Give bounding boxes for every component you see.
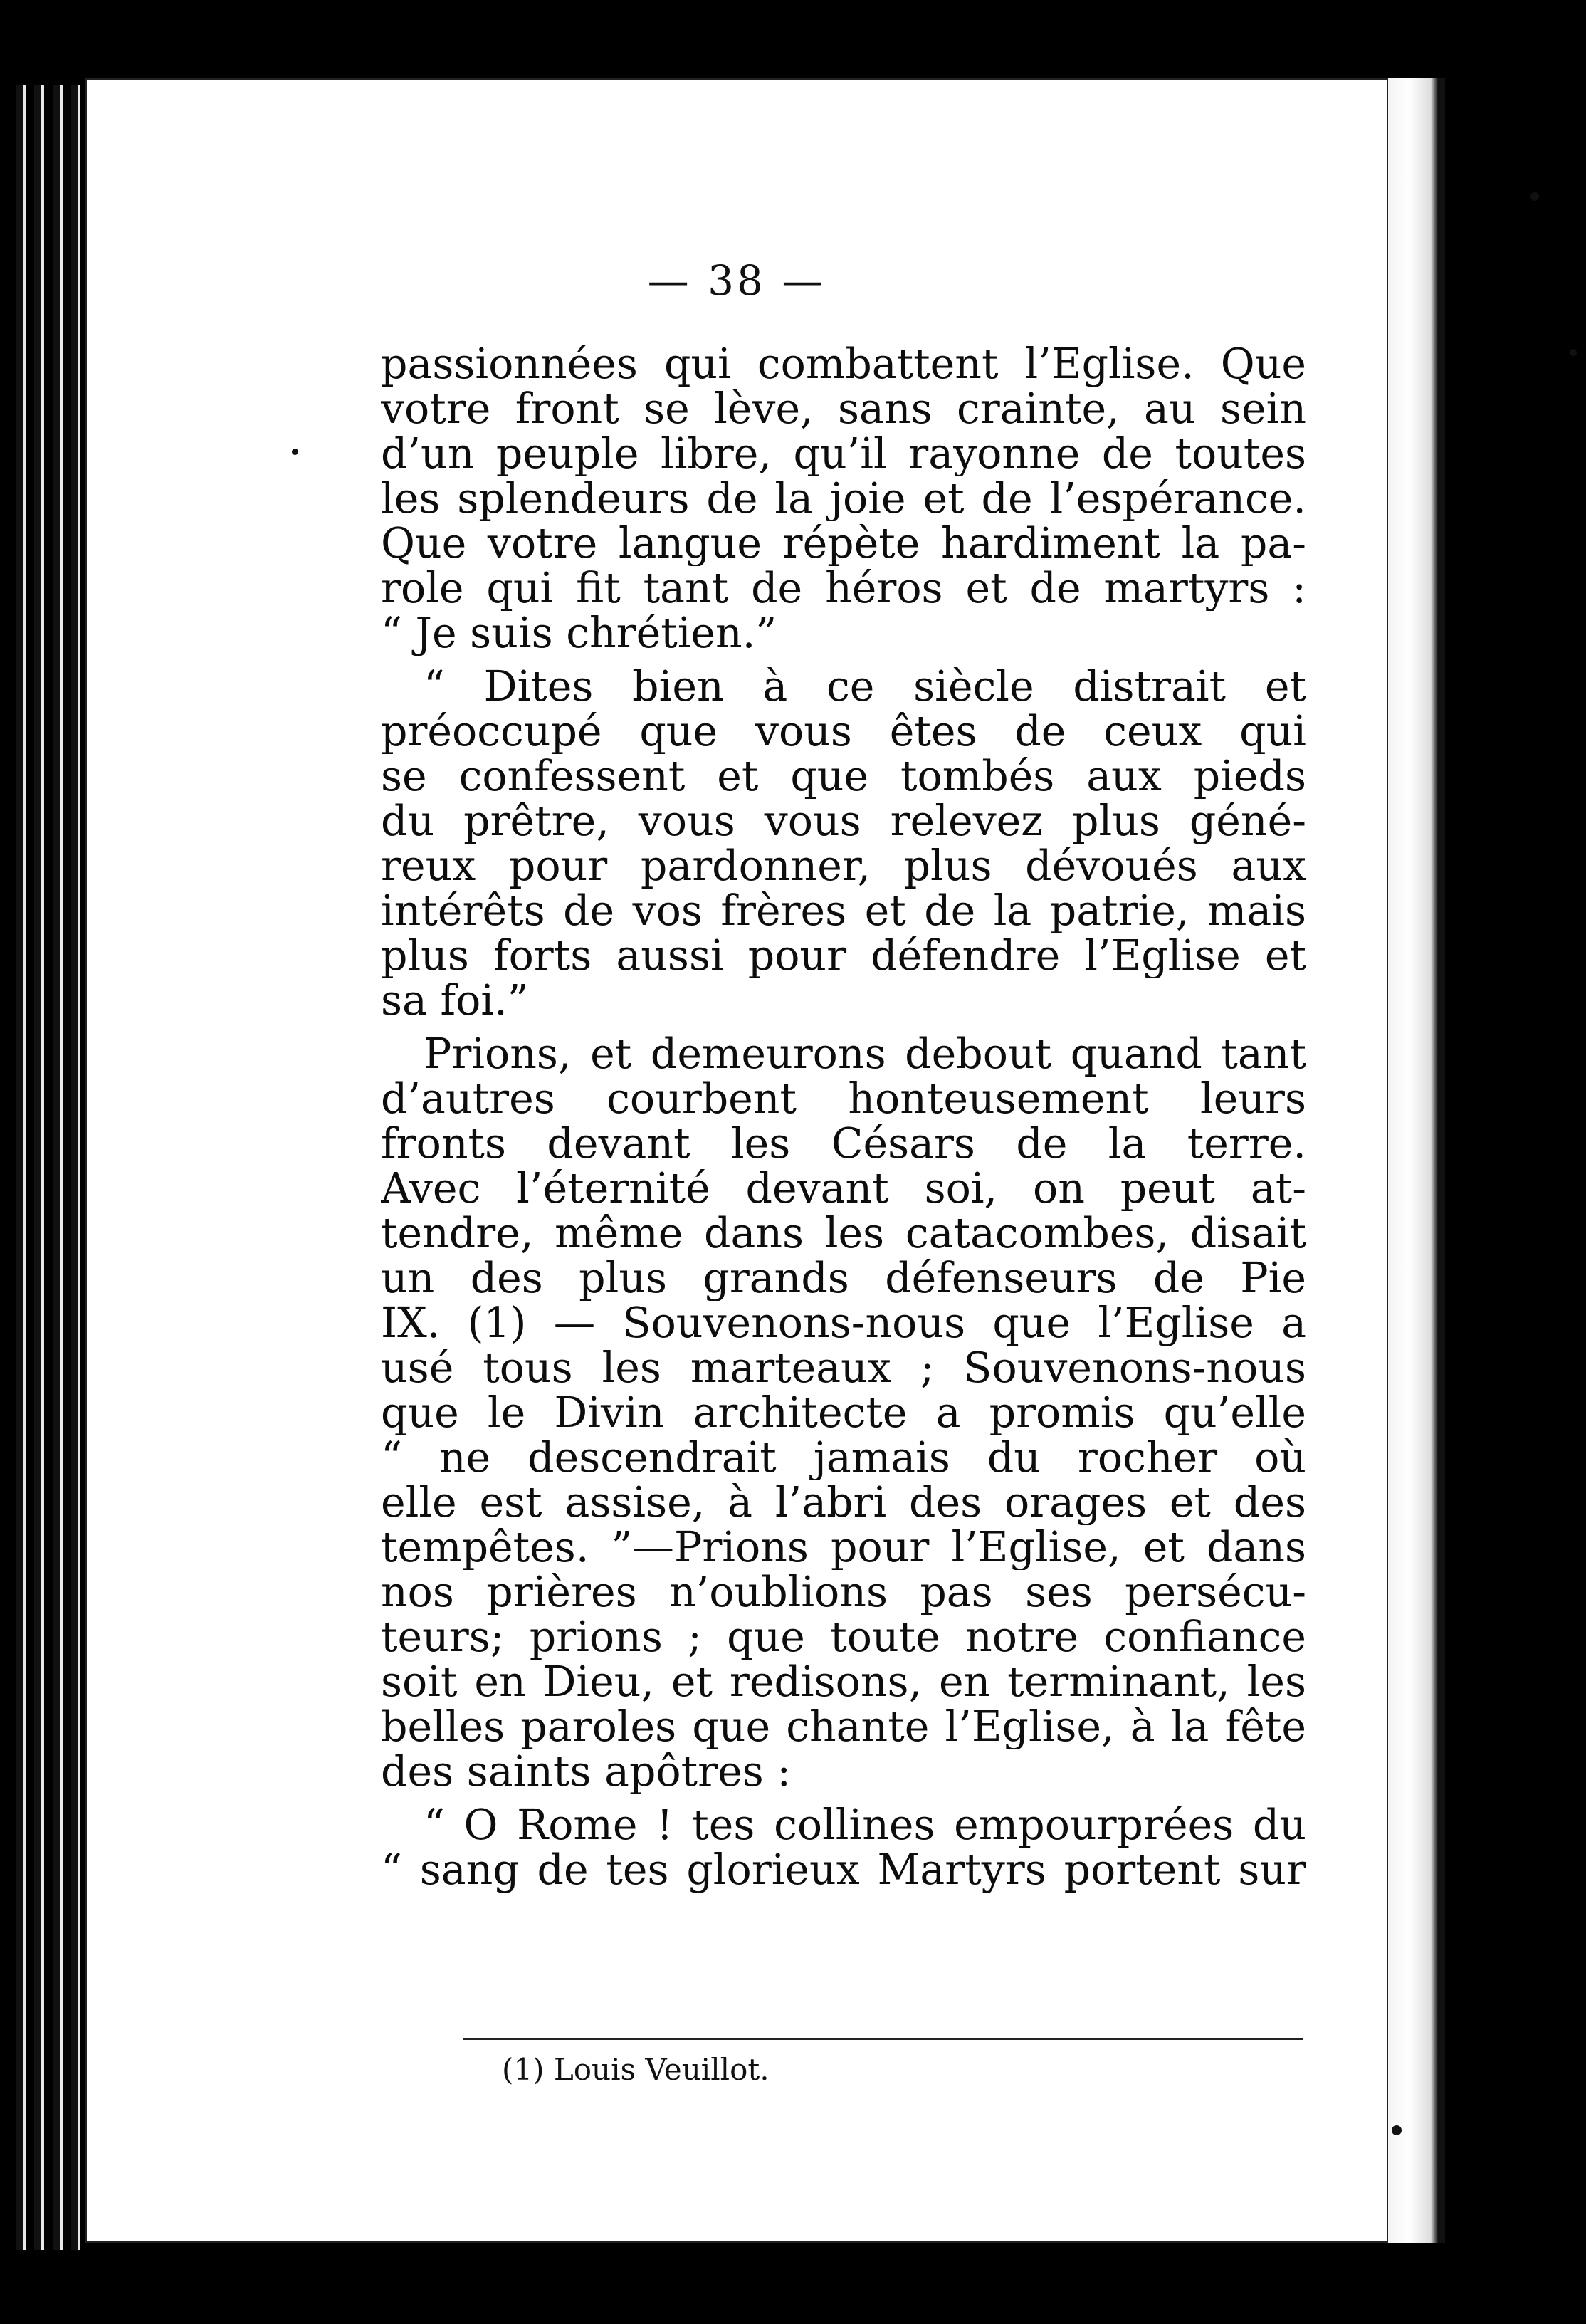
text-line: sa foi.” xyxy=(381,978,529,1023)
scan-speck xyxy=(1530,192,1539,201)
scan-speck xyxy=(1570,349,1577,356)
text-line: teurs; prions ; que toute notre confiance xyxy=(381,1615,1306,1660)
text-line: votre front se lève, sans crainte, au sein xyxy=(381,387,1306,431)
text-line: du prêtre, vous vous relevez plus géné- xyxy=(381,799,1306,844)
text-line: role qui fit tant de héros et de martyrs : xyxy=(381,566,1306,611)
text-line: Prions, et demeurons debout quand tant xyxy=(424,1032,1306,1077)
book-page xyxy=(85,78,1388,2243)
paragraph-gap xyxy=(381,1794,1306,1803)
scan-speck xyxy=(292,449,298,455)
text-line: nos prières n’oublions pas ses persécu- xyxy=(381,1570,1306,1615)
text-line: Que votre langue répète hardiment la pa- xyxy=(381,521,1306,566)
text-line: préoccupé que vous êtes de ceux qui xyxy=(381,709,1306,754)
text-line: fronts devant les Césars de la terre. xyxy=(381,1121,1306,1166)
text-line: d’autres courbent honteusement leurs xyxy=(381,1077,1306,1121)
scan-speck xyxy=(1392,2125,1402,2135)
text-line: “ ne descendrait jamais du rocher où xyxy=(381,1435,1306,1480)
text-line: se confessent et que tombés aux pieds xyxy=(381,754,1306,799)
text-line: “ sang de tes glorieux Martyrs portent sur xyxy=(381,1848,1306,1893)
text-line: usé tous les marteaux ; Souvenons-nous xyxy=(381,1346,1306,1391)
text-line: tempêtes. ”—Prions pour l’Eglise, et dans xyxy=(381,1525,1306,1570)
text-line: les splendeurs de la joie et de l’espérance. xyxy=(381,476,1306,521)
text-line: elle est assise, à l’abri des orages et des xyxy=(381,1480,1306,1525)
text-line: “ Dites bien à ce siècle distrait et xyxy=(424,664,1306,709)
page-number: — 38 — xyxy=(647,256,826,305)
text-line: Avec l’éternité devant soi, on peut at- xyxy=(381,1166,1306,1211)
text-line: que le Divin architecte a promis qu’elle xyxy=(381,1391,1306,1435)
next-page-edge xyxy=(1388,78,1445,2243)
body-text xyxy=(381,342,1306,1893)
book-binding xyxy=(16,85,80,2250)
footnote: (1) Louis Veuillot. xyxy=(502,2052,770,2087)
paragraph-gap xyxy=(381,656,1306,664)
footnote-divider xyxy=(463,2038,1303,2040)
text-line: tendre, même dans les catacombes, disait xyxy=(381,1211,1306,1256)
text-line: “ Je suis chrétien.” xyxy=(381,611,777,656)
text-line: “ O Rome ! tes collines empourprées du xyxy=(424,1803,1306,1848)
text-line: IX. (1) — Souvenons-nous que l’Eglise a xyxy=(381,1301,1306,1346)
text-line: d’un peuple libre, qu’il rayonne de toutes xyxy=(381,431,1306,476)
text-line: belles paroles que chante l’Eglise, à la fête xyxy=(381,1705,1306,1749)
text-line: reux pour pardonner, plus dévoués aux xyxy=(381,844,1306,889)
text-line: intérêts de vos frères et de la patrie, mais xyxy=(381,889,1306,933)
text-line: plus forts aussi pour défendre l’Eglise et xyxy=(381,933,1306,978)
text-line: un des plus grands défenseurs de Pie xyxy=(381,1256,1306,1301)
text-line: passionnées qui combattent l’Eglise. Que xyxy=(381,342,1306,387)
text-line: soit en Dieu, et redisons, en terminant, les xyxy=(381,1660,1306,1705)
text-line: des saints apôtres : xyxy=(381,1749,792,1794)
paragraph-gap xyxy=(381,1023,1306,1032)
